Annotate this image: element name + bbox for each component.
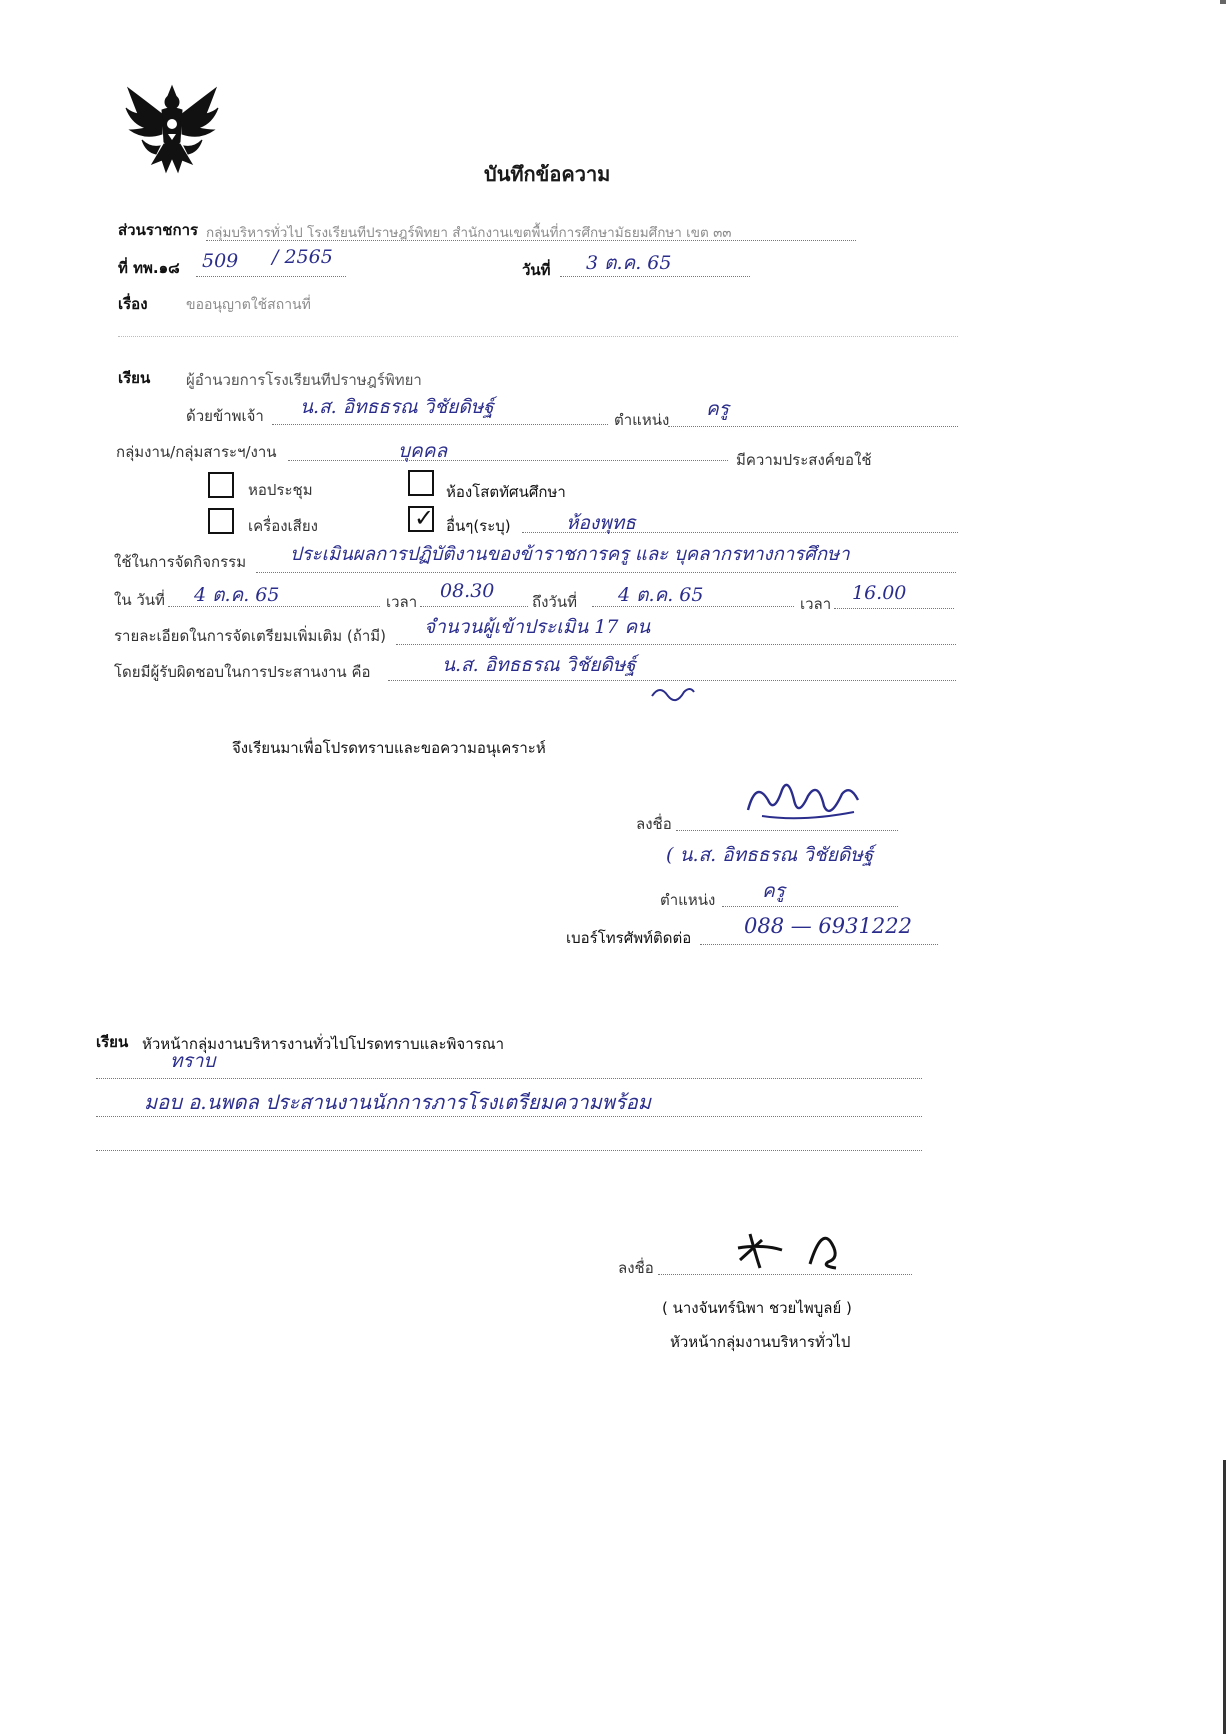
- on-date-value: 4 ต.ค. 65: [194, 584, 280, 606]
- ref-label: ที่ ทพ.๑๘: [118, 259, 180, 277]
- requester-sign-label: ลงชื่อ: [636, 815, 672, 833]
- option-hall-label: หอประชุม: [248, 481, 313, 499]
- position-label: ตำแหน่ง: [614, 411, 670, 429]
- department-value: กลุ่มบริหารทั่วไป โรงเรียนทีปราษฎร์พิทยา สำนักงานเขตพื้นที่การศึกษามัธยมศึกษา เขต ๓๓: [206, 225, 732, 241]
- to-date-label: ถึงวันที่: [532, 593, 577, 611]
- details-label: รายละเอียดในการจัดเตรียมเพิ่มเติม (ถ้ามี): [114, 627, 386, 645]
- position-value: ครู: [706, 398, 729, 420]
- requester-position-label: ตำแหน่ง: [660, 891, 716, 909]
- request-to-value: ผู้อำนวยการโรงเรียนทีปราษฎร์พิทยา: [186, 371, 422, 389]
- subject-value: ขออนุญาตใช้สถานที่: [186, 297, 311, 313]
- time-to-value: 16.00: [852, 582, 907, 604]
- checkbox-sound[interactable]: [208, 508, 234, 534]
- requester-label: ด้วยข้าพเจ้า: [186, 407, 264, 425]
- ref-year: / 2565: [272, 246, 333, 268]
- option-other-label: อื่นๆ(ระบุ): [446, 517, 511, 535]
- reviewer-signer-position: หัวหน้ากลุ่มงานบริหารทั่วไป: [670, 1333, 851, 1351]
- subject-label: เรื่อง: [118, 295, 148, 313]
- coordinator-value: น.ส. อิทธธรณ วิชัยดิษฐ์: [442, 654, 636, 676]
- review-note-line2: มอบ อ.นพดล ประสานงานนักการภารโรงเตรียมความพร้อม: [144, 1090, 651, 1114]
- review-note-line1: ทราบ: [170, 1050, 216, 1072]
- closing-text: จึงเรียนมาเพื่อโปรดทราบและขอความอนุเคราะห์: [232, 739, 546, 757]
- time-from-label: เวลา: [386, 593, 418, 611]
- time-from-value: 08.30: [440, 580, 495, 602]
- coordinator-label: โดยมีผู้รับผิดชอบในการประสานงาน คือ: [114, 663, 371, 681]
- purpose-suffix: มีความประสงค์ขอใช้: [736, 451, 872, 469]
- requester-position-value: ครู: [762, 880, 785, 902]
- activity-label: ใช้ในการจัดกิจกรรม: [114, 553, 247, 571]
- group-label: กลุ่มงาน/กลุ่มสาระฯ/งาน: [116, 443, 277, 461]
- initials-mark: [648, 680, 698, 710]
- to-date-value: 4 ต.ค. 65: [618, 584, 704, 606]
- activity-value: ประเมินผลการปฏิบัติงานของข้าราชการครู และ บุคลากรทางการศึกษา: [290, 544, 850, 565]
- on-date-label: ใน วันที่: [114, 591, 165, 609]
- ref-number: 509: [202, 250, 239, 272]
- scan-corner-mark: [1220, 0, 1226, 4]
- date-label: วันที่: [522, 261, 551, 279]
- time-to-label: เวลา: [800, 595, 832, 613]
- department-label: ส่วนราชการ: [118, 221, 199, 239]
- memo-title: บันทึกข้อความ: [484, 162, 611, 186]
- checkbox-hall[interactable]: [208, 472, 234, 498]
- details-value: จำนวนผู้เข้าประเมิน 17 คน: [424, 616, 651, 638]
- requester-value: น.ส. อิทธธรณ วิชัยดิษฐ์: [300, 396, 494, 418]
- garuda-emblem: [122, 80, 222, 180]
- other-value: ห้องพุทธ: [566, 512, 636, 534]
- option-av-room-label: ห้องโสตทัศนศึกษา: [446, 483, 566, 501]
- option-sound-label: เครื่องเสียง: [248, 517, 318, 535]
- review-to-value: หัวหน้ากลุ่มงานบริหารงานทั่วไปโปรดทราบและพิจารณา: [142, 1035, 505, 1053]
- checkbox-other[interactable]: [408, 506, 434, 532]
- checkbox-av-room[interactable]: [408, 470, 434, 496]
- phone-label: เบอร์โทรศัพท์ติดต่อ: [566, 929, 692, 947]
- phone-value: 088 — 6931222: [744, 914, 912, 938]
- check-mark-icon: ✓: [414, 504, 435, 532]
- reviewer-sign-label: ลงชื่อ: [618, 1259, 654, 1277]
- review-to-label: เรียน: [96, 1033, 129, 1051]
- request-to-label: เรียน: [118, 369, 151, 387]
- date-value: 3 ต.ค. 65: [586, 252, 672, 274]
- reviewer-signer-name: ( นางจันทร์นิพา ชวยไพบูลย์ ): [662, 1299, 852, 1317]
- requester-signer-name: ( น.ส. อิทธธรณ วิชัยดิษฐ์: [666, 844, 874, 866]
- group-value: บุคคล: [398, 440, 448, 462]
- requester-signature: [742, 770, 872, 834]
